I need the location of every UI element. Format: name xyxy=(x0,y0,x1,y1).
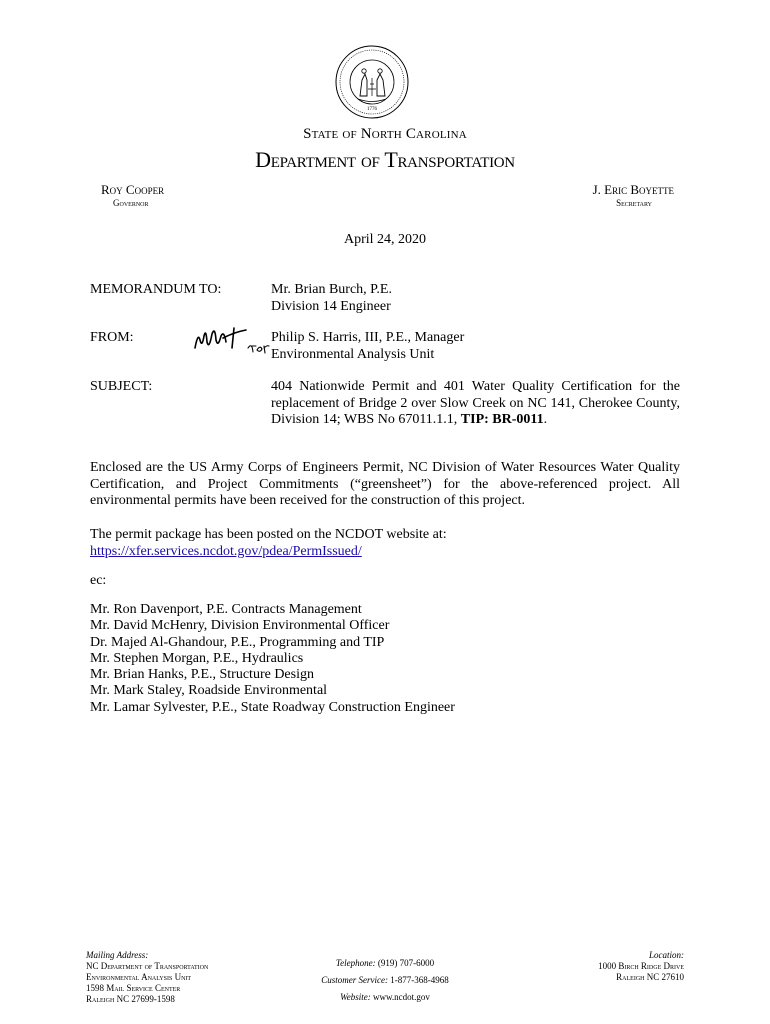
footer-contact xyxy=(300,955,470,1006)
mailing-line3: 1598 Mail Service Center xyxy=(86,983,181,993)
cc-recipient: Mr. Brian Hanks, P.E., Structure Design xyxy=(90,667,314,683)
body-paragraph-2 xyxy=(90,527,680,560)
memo-subject-label: SUBJECT: xyxy=(90,379,153,394)
telephone-line xyxy=(300,955,470,972)
state-heading: State of North Carolina xyxy=(303,126,467,142)
cc-recipient: Mr. Lamar Sylvester, P.E., State Roadway Construction Engineer xyxy=(90,699,455,715)
mailing-line1: NC Department of Transportation xyxy=(86,961,209,971)
customer-label: Customer Service: xyxy=(321,975,388,985)
memo-from-line2: Environmental Analysis Unit xyxy=(271,346,435,362)
website-value: www.ncdot.gov xyxy=(373,992,430,1002)
memo-to-line1: Mr. Brian Burch, P.E. xyxy=(271,282,392,297)
cc-recipient: Mr. Stephen Morgan, P.E., Hydraulics xyxy=(90,650,304,666)
footer-location xyxy=(598,950,684,983)
body-paragraph-1: Enclosed are the US Army Corps of Engineers Permit, NC Division of Water Resources Water Quality Certification, and Project Commitments (“greensheet”) for the above-referenced project. All environmental permits have been received for the construction of this project. xyxy=(90,460,680,508)
permit-package-link[interactable]: https://xfer.services.ncdot.gov/pdea/PermIssued/ xyxy=(90,543,362,559)
memo-to-recipient xyxy=(271,282,392,315)
department-heading: Department of Transportation xyxy=(255,147,515,172)
website-label: Website: xyxy=(340,992,371,1002)
cc-recipient: Mr. Mark Staley, Roadside Environmental xyxy=(90,683,328,699)
handwritten-signature xyxy=(190,318,270,360)
secretary-title: Secretary xyxy=(616,198,652,208)
memo-from-line1: Philip S. Harris, III, P.E., Manager xyxy=(271,330,465,345)
memo-to-label: MEMORANDUM TO: xyxy=(90,282,222,297)
location-line2: Raleigh NC 27610 xyxy=(616,972,684,982)
state-seal-logo xyxy=(334,44,410,120)
memo-subject-text xyxy=(271,379,680,429)
cc-recipient: Mr. Ron Davenport, P.E. Contracts Management xyxy=(90,602,362,617)
footer-mailing-address xyxy=(86,950,208,1005)
governor-title: Governor xyxy=(113,198,149,208)
subject-tip: TIP: BR-0011 xyxy=(460,412,544,427)
memo-from-sender xyxy=(271,330,464,363)
cc-recipient: Mr. David McHenry, Division Environmental Officer xyxy=(90,618,390,634)
memo-from-label: FROM: xyxy=(90,330,134,345)
website-line xyxy=(300,989,470,1006)
mailing-line2: Environmental Analysis Unit xyxy=(86,972,192,982)
cc-recipient: Dr. Majed Al-Ghandour, P.E., Programming and TIP xyxy=(90,634,385,650)
ec-label: ec: xyxy=(90,573,107,588)
location-label: Location: xyxy=(649,950,684,960)
governor-name: Roy Cooper xyxy=(101,182,165,197)
memo-to-line2: Division 14 Engineer xyxy=(271,298,391,314)
memo-date: April 24, 2020 xyxy=(343,232,427,247)
mailing-label: Mailing Address: xyxy=(86,950,149,960)
telephone-value: (919) 707-6000 xyxy=(377,958,435,968)
subject-body: 404 Nationwide Permit and 401 Water Quality Certification for the replacement of Bridge 2 over Slow Creek on NC 141, Cherokee County, Division 14; WBS No 67011.1.1, xyxy=(271,379,680,427)
secretary-name: J. Eric Boyette xyxy=(592,182,674,197)
permit-posted-text: The permit package has been posted on the NCDOT website at: xyxy=(90,527,447,542)
location-line1: 1000 Birch Ridge Drive xyxy=(598,961,684,971)
svg-text:1776: 1776 xyxy=(367,107,377,112)
mailing-line4: Raleigh NC 27699-1598 xyxy=(86,994,175,1004)
customer-service-line xyxy=(300,972,470,989)
customer-value: 1-877-368-4968 xyxy=(390,975,449,985)
subject-end: . xyxy=(543,412,548,427)
telephone-label: Telephone: xyxy=(335,958,376,968)
cc-list xyxy=(90,602,455,716)
